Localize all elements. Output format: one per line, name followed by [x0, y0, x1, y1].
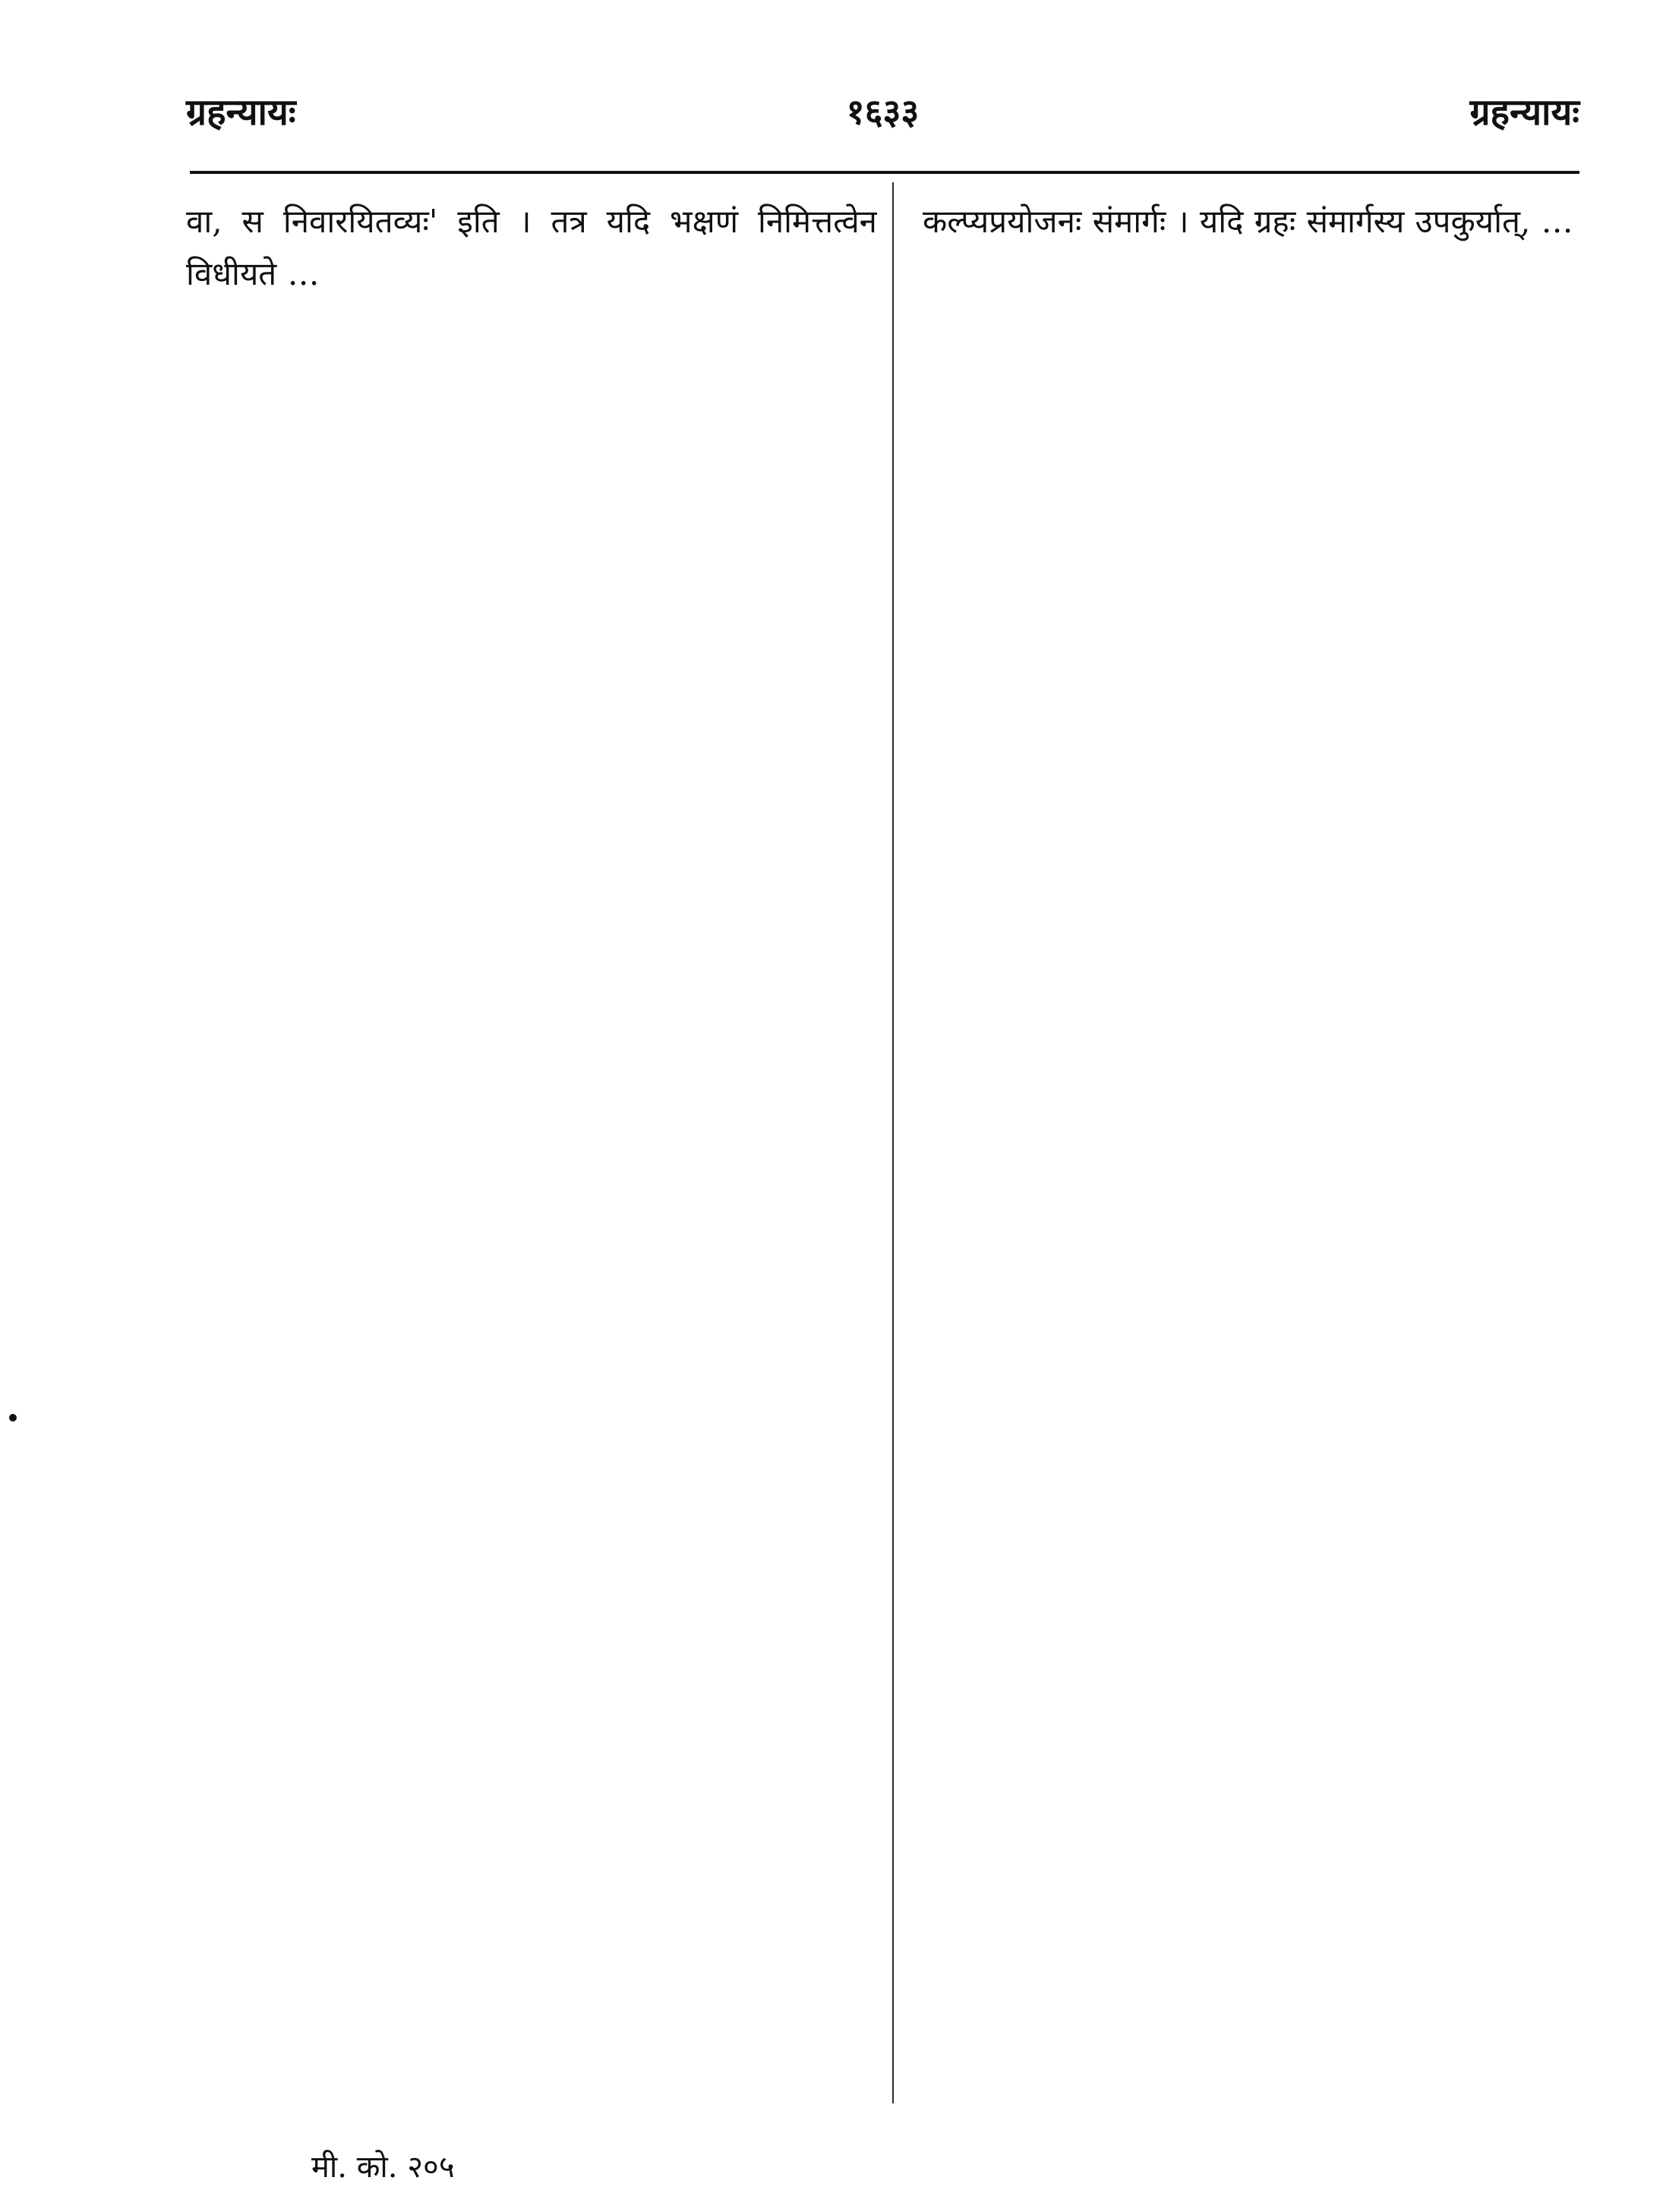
header-rule: [190, 171, 1579, 174]
right-column-text: कल्प्यप्रयोजनः संमार्गः । यदि ग्रहः संमार्गस्य उपकुर्यात्, …: [923, 203, 1573, 240]
left-column-text: वा, स निवारयितव्यः' इति । तत्र यदि भक्षणं निमित्तत्वेन विधीयते …: [186, 203, 877, 293]
footer-signature: मी. को. २०५: [311, 2150, 455, 2185]
left-text-column: [186, 186, 877, 2103]
margin-dot: [9, 1414, 17, 1422]
right-text-column: [923, 186, 1576, 2103]
page-header: [186, 91, 1579, 156]
page-number: १६३३: [846, 91, 920, 132]
running-head-right: ग्रहन्यायः: [1469, 91, 1579, 134]
running-head-left: ग्रहन्यायः: [186, 91, 296, 134]
column-divider: [892, 182, 894, 2103]
